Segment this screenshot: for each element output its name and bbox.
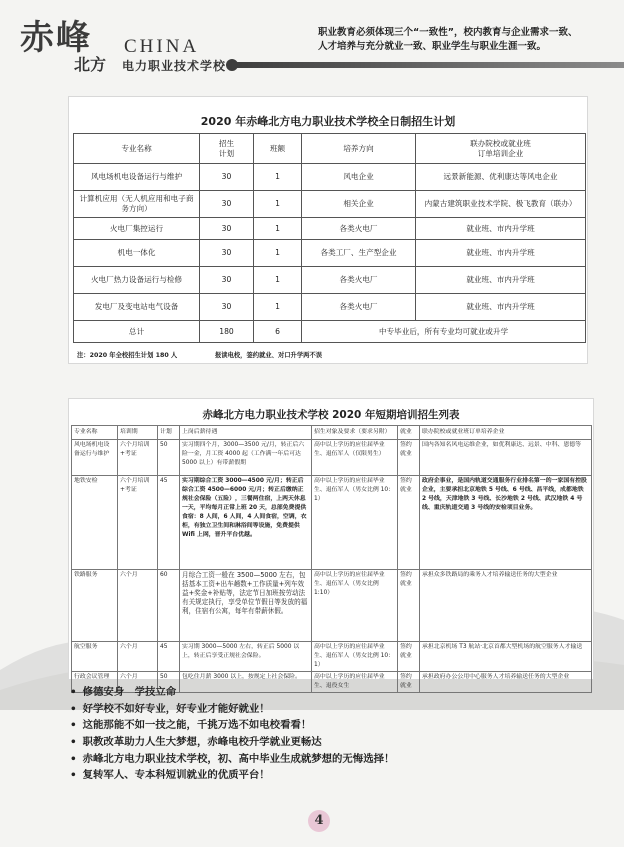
fulltime-plan-title: 2020 年赤峰北方电力职业技术学校全日制招生计划 [200,115,456,128]
logo-text-school: 电力职业技术学校 [122,59,227,73]
header-requirement: 招生对象及要求（要求另附） [312,426,398,440]
bullet-item: • 职教改革助力人生大梦想，赤峰电校升学就业更畅达 [70,734,590,751]
cell-classes: 1 [254,218,302,240]
short-training-card [68,398,594,689]
cell-quota: 30 [200,164,254,191]
cell-major: 发电厂及变电站电气设备 [74,294,200,321]
cell-salary: 实习期四个月，3000—3500 元/月，转正后六险一金，月工资 4000 起（工作满一年后可达 5000 以上）有带薪假期 [180,440,312,476]
slogan-line-1: 职业教育必须体现三个“一致性”，校内教育与企业需求一致、 [318,27,578,38]
cell-classes: 1 [254,164,302,191]
table-row [72,642,592,672]
cell-plan: 45 [158,476,180,570]
cell-requirement: 高中以上学历的应往届毕业生、退役女生 [312,672,398,693]
cell-employ: 签约就业 [398,440,420,476]
cell-partner: 远景新能源、优利康达等风电企业 [416,164,586,191]
cell-partner: 承担众多铁路局的乘务人才培养输送任务的大型企业 [420,570,592,642]
table-row [72,440,592,476]
cell-salary: 月综合工资一般在 3500—5000 左右，包括基本工资+出车趟数+工作质量+列车效益+奖金+补贴等，法定节日加班按劳动法有关规定执行，享受单位节假日等发放的福利，住宿有公寓，每年有带薪休假。 [180,570,312,642]
table-header-row [72,426,592,440]
cell-salary: 实习期综合工资 3000—4500 元/月；转正后综合工资 4500—6000 元/月；转正后缴纳正规社会保险（五险），三餐两住宿，上两天休息一天，平均每月正常上班 20 天，总部免费提供食宿：8 人间，6 人间，4 人间食宿，空调，衣柜，有独立卫生间和淋浴间等设施，免费提供 Wifi 上网，晋升平台优越。 [180,476,312,570]
header-slogan [318,26,618,54]
cell-direction: 各类火电厂 [302,267,416,294]
cell-partner: 就业班、市内升学班 [416,294,586,321]
cell-requirement: 高中以上学历的应往届毕业生、退伍军人（男女比例 1:10） [312,570,398,642]
cell-period: 六个月 [118,570,158,642]
cell-employ: 签约就业 [398,570,420,642]
table-row [74,191,586,218]
header-classes: 班额 [254,134,302,164]
header-plan: 计划 [158,426,180,440]
cell-salary: 包吃住月薪 3000 以上，按规定上社会保险。 [180,672,312,693]
cell-major: 火电厂集控运行 [74,218,200,240]
bullet-item: • 修德安身 学技立命 [70,684,590,701]
header-major: 专业名称 [72,426,118,440]
cell-period: 六个月 [118,642,158,672]
cell-classes: 1 [254,240,302,267]
slogan-line-2: 人才培养与充分就业一致、职业学生与职业生涯一致。 [318,41,547,52]
table-row [72,476,592,570]
fulltime-plan-note: 注：2020 年全校招生计划 180 人 报读电校，签约就业、对口升学两不误 [77,352,323,359]
cell-major: 行政会议管理 [72,672,118,693]
table-total-row [74,321,586,343]
cell-period: 六个月培训+考证 [118,440,158,476]
cell-quota: 30 [200,267,254,294]
header-employ: 就业 [398,426,420,440]
header-partner: 联办院校或就业班订单培养企业 [420,426,592,440]
cell-partner: 就业班、市内升学班 [416,218,586,240]
page-number: 4 [308,810,330,832]
cell-major: 铁路服务 [72,570,118,642]
table-row [74,164,586,191]
slogan-bullet-list [70,684,590,784]
cell-requirement: 高中以上学历的应往届毕业生、退伍军人（男女比例 10：1） [312,476,398,570]
cell-direction: 相关企业 [302,191,416,218]
table-row [74,240,586,267]
total-quota: 180 [200,321,254,343]
header-direction: 培养方向 [302,134,416,164]
cell-partner: 就业班、市内升学班 [416,267,586,294]
header-partner: 联办院校或就业班 订单培训企业 [416,134,586,164]
cell-salary: 实习期 3000—5000 左右，转正后 5000 以上，转正后享受正规社会保险。 [180,642,312,672]
total-label: 总计 [74,321,200,343]
bullet-item: • 这能那能不如一技之能，千挑万选不如电校看看！ [70,717,590,734]
cell-plan: 50 [158,672,180,693]
header-salary: 上岗后薪待遇 [180,426,312,440]
fulltime-plan-table [73,133,586,343]
cell-major: 航空服务 [72,642,118,672]
cell-partner: 内蒙古建筑职业技术学院、极飞教育（联办） [416,191,586,218]
cell-major: 风电场机电设备运行与维护 [72,440,118,476]
header-rule [230,62,624,68]
short-training-title: 赤峰北方电力职业技术学校 2020 年短期培训招生列表 [202,409,460,421]
cell-major: 地铁安检 [72,476,118,570]
cell-major: 风电场机电设备运行与维护 [74,164,200,191]
cell-requirement: 高中以上学历的应往届毕业生、退伍军人（男女比例 10：1） [312,642,398,672]
table-header-row [74,134,586,164]
school-logo [14,6,244,76]
table-row [74,294,586,321]
cell-employ: 签约就业 [398,642,420,672]
cell-partner: 政府企事业，是国内轨道交通服务行业排名第一的一家国有控股企业，主要承担北京地铁 5 号线、6 号线、昌平线，成都地铁 2 号线，天津地铁 3 号线、长沙地铁 2 号线、武汉地铁 4 号线、重庆轨道交通 3 号线的安检项目业务。 [420,476,592,570]
header-quota: 招生 计划 [200,134,254,164]
cell-major: 火电厂热力设备运行与检修 [74,267,200,294]
cell-plan: 45 [158,642,180,672]
table-row [74,218,586,240]
fulltime-plan-card [68,96,588,364]
cell-employ: 签约就业 [398,476,420,570]
logo-text-north: 北方 [74,55,107,74]
cell-requirement: 高中以上学历的应往届毕业生、退伍军人（仅限男生） [312,440,398,476]
cell-direction: 风电企业 [302,164,416,191]
cell-partner: 承担北京机场 T3 航站·北京首都大型机场的航空服务人才输送 [420,642,592,672]
cell-direction: 各类工厂、生产型企业 [302,240,416,267]
header-period: 培训期 [118,426,158,440]
bullet-item: • 复转军人、专本科短训就业的优质平台！ [70,767,590,784]
total-note: 中专毕业后，所有专业均可就业或升学 [302,321,586,343]
cell-employ: 签约就业 [398,672,420,693]
cell-quota: 30 [200,218,254,240]
table-row [74,267,586,294]
bullet-item: • 好学校不如好专业，好专业才能好就业！ [70,701,590,718]
short-training-table [71,425,592,693]
cell-partner: 承担政府办公公用中心服务人才培养输送任务的大型企业 [420,672,592,693]
cell-classes: 1 [254,294,302,321]
logo-text-china: CHINA [124,36,200,57]
cell-classes: 1 [254,191,302,218]
cell-classes: 1 [254,267,302,294]
cell-period: 六个月培训+考证 [118,476,158,570]
total-classes: 6 [254,321,302,343]
cell-direction: 各类火电厂 [302,294,416,321]
cell-plan: 50 [158,440,180,476]
cell-period: 六个月 [118,672,158,693]
cell-quota: 30 [200,240,254,267]
cell-direction: 各类火电厂 [302,218,416,240]
cell-plan: 60 [158,570,180,642]
cell-major: 机电一体化 [74,240,200,267]
cell-major: 计算机应用（无人机应用和电子商务方向） [74,191,200,218]
bullet-item: • 赤峰北方电力职业技术学校，初、高中毕业生成就梦想的无悔选择！ [70,751,590,768]
cell-quota: 30 [200,191,254,218]
cell-partner: 国内各知名风电运维企业，如优利康达、远景、中科、恩德等 [420,440,592,476]
table-row [72,570,592,642]
logo-text-chifeng: 赤峰 [20,18,92,58]
cell-quota: 30 [200,294,254,321]
cell-partner: 就业班、市内升学班 [416,240,586,267]
header-major: 专业名称 [74,134,200,164]
